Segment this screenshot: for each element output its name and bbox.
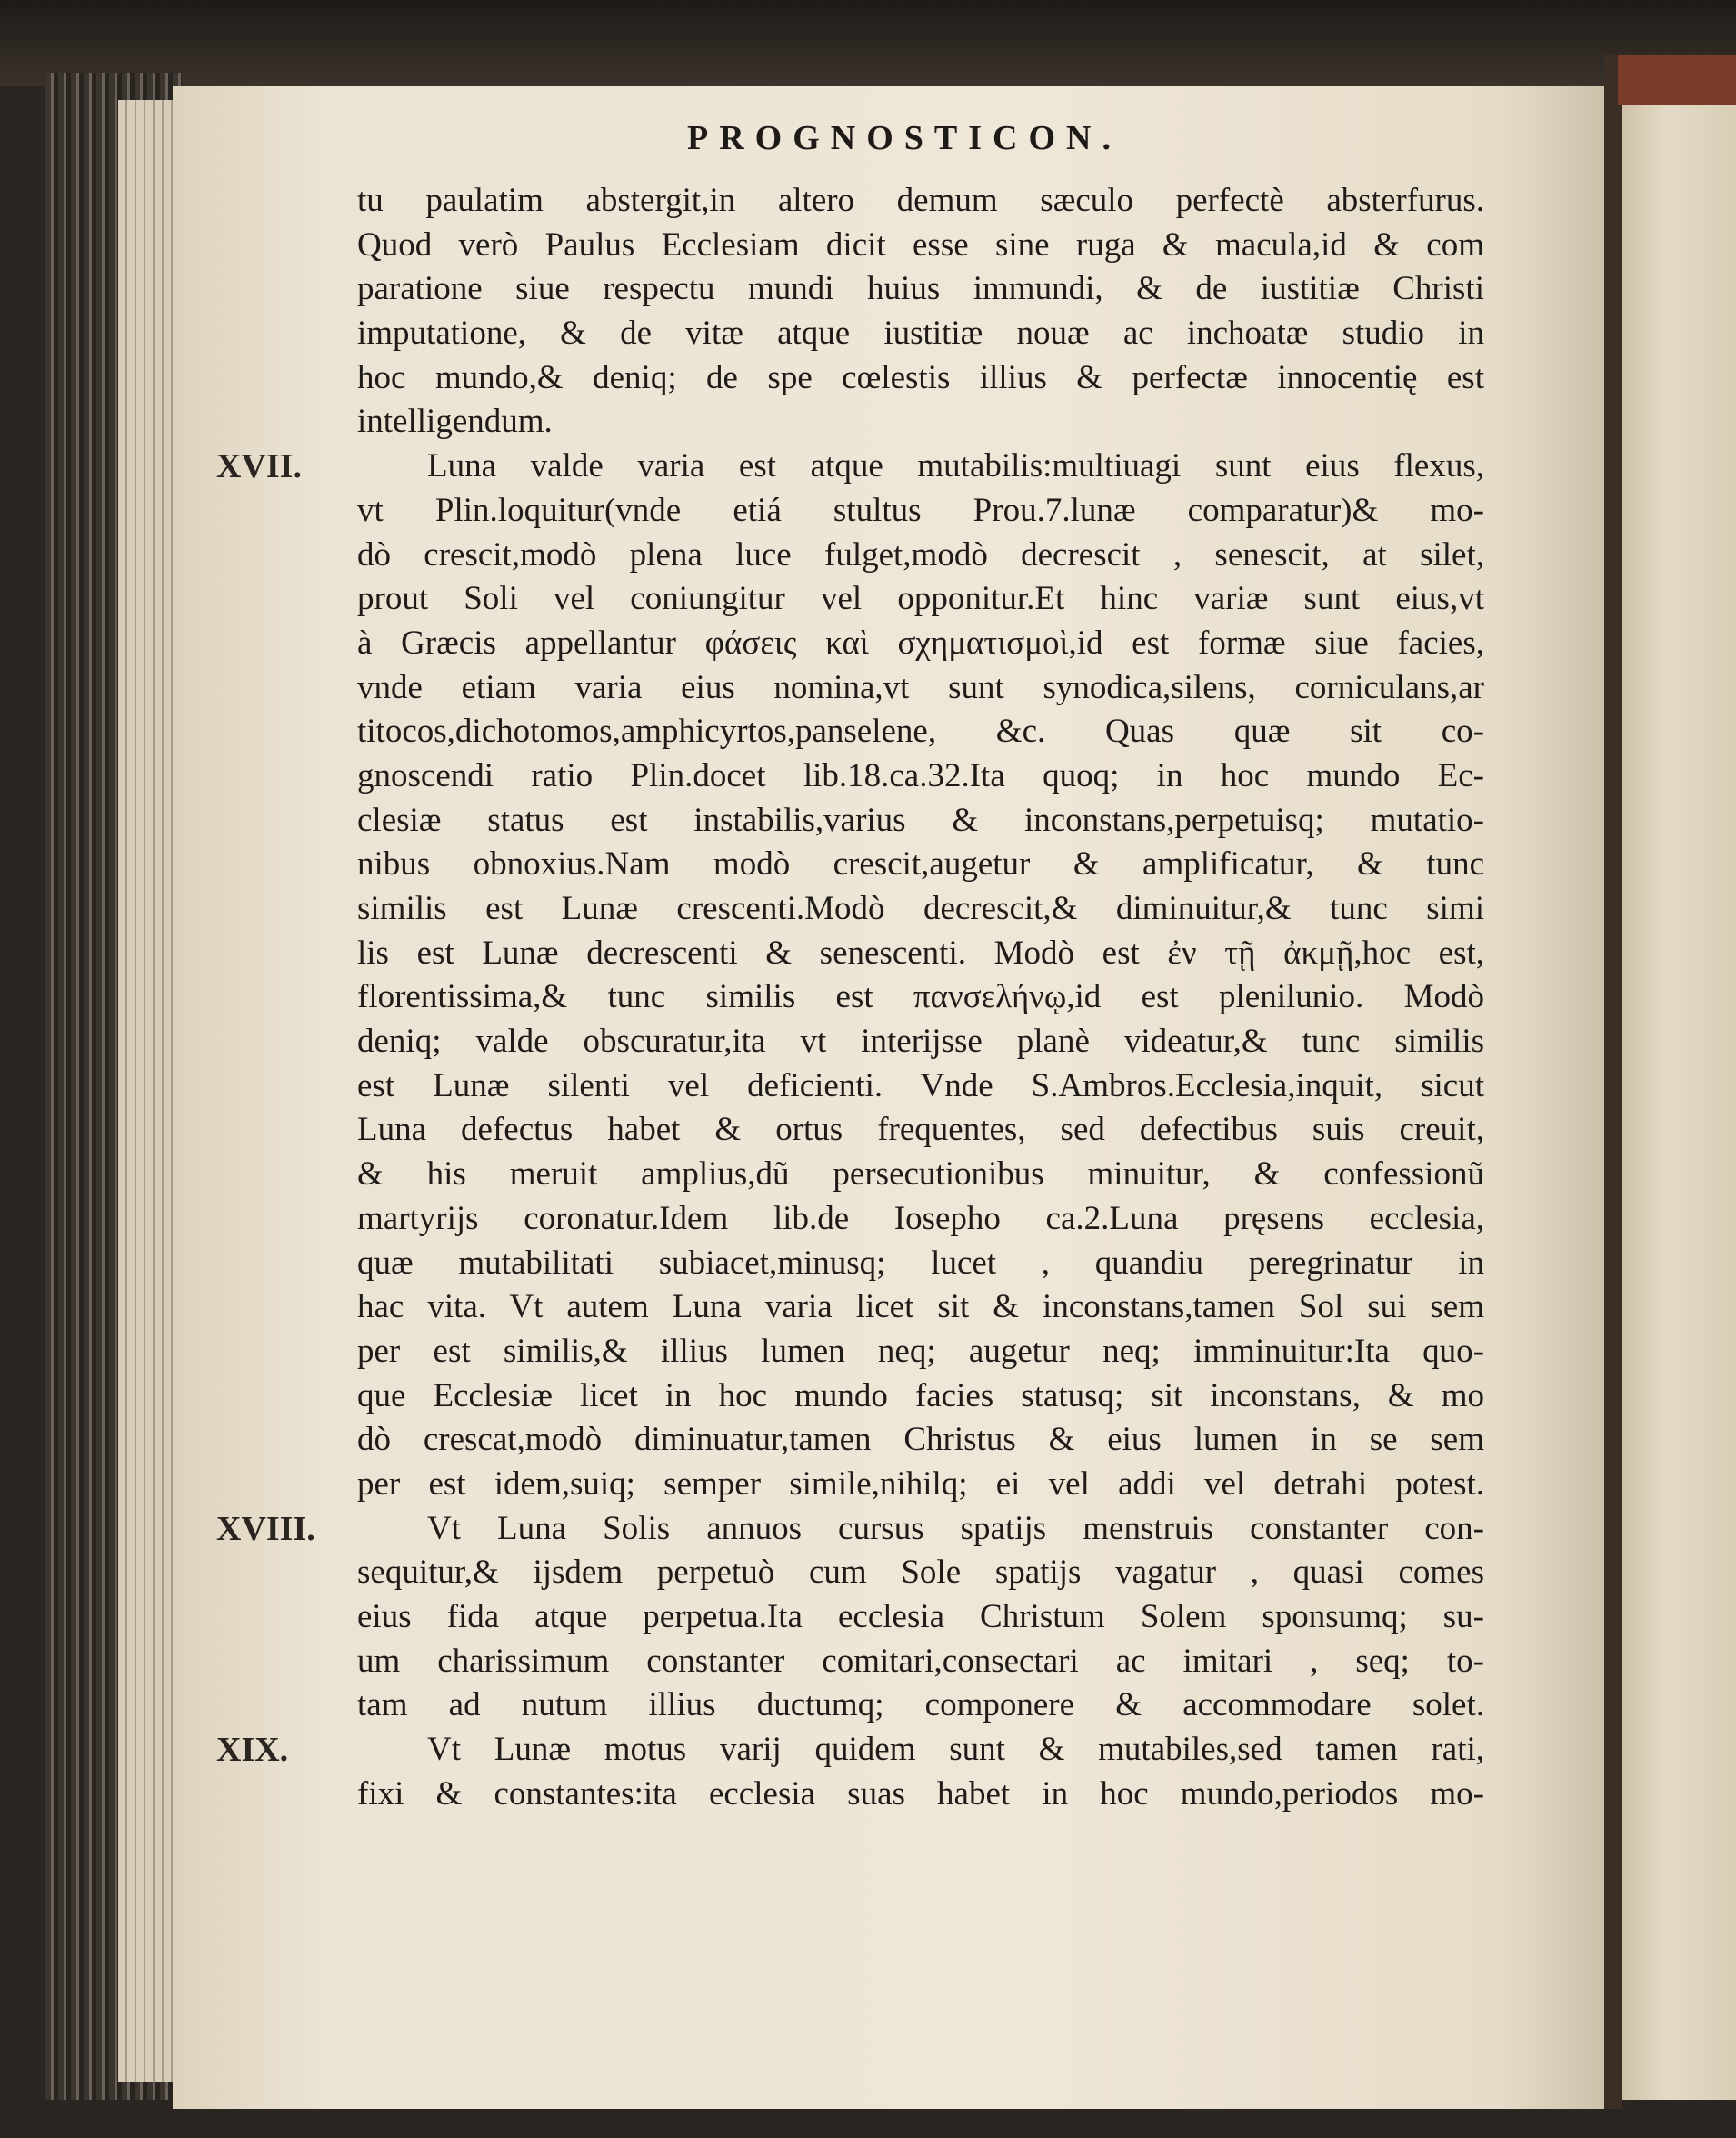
text-line [357, 1064, 1484, 1109]
line-text: que Ecclesiæ licet in hoc mundo facies statusq; sit inconstans, & mo [357, 1376, 1484, 1414]
text-line [357, 1330, 1484, 1374]
line-text: & his meruit amplius,dũ persecutionibus minuitur, & confessionũ [357, 1155, 1484, 1194]
line-text: um charissimum constanter comitari,consectari ac imitari , seq; to- [357, 1642, 1484, 1680]
text-line [357, 1153, 1484, 1197]
text-line [357, 224, 1484, 268]
text-line [357, 1418, 1484, 1463]
text-line [357, 1020, 1484, 1064]
text-line [357, 887, 1484, 932]
line-text: nibus obnoxius.Nam modò crescit,augetur & amplificatur, & tunc [357, 845, 1484, 884]
line-text: imputatione, & de vitæ atque iustitiæ nouæ ac inchoatæ studio in [357, 315, 1484, 353]
line-text: prout Soli vel coniungitur vel opponitur.Et hinc variæ sunt eius,vt [357, 580, 1484, 618]
line-text: dò crescat,modò diminuatur,tamen Christus & eius lumen in se sem [357, 1421, 1484, 1459]
marginal-section-number: XVIII. [216, 1509, 315, 1548]
text-line [357, 1683, 1484, 1728]
line-text: fixi & constantes:ita ecclesia suas habet in hoc mundo,periodos mo- [357, 1774, 1484, 1813]
line-text: per est similis,& illius lumen neq; augetur neq; imminuitur:Ita quo- [357, 1332, 1484, 1370]
text-line [357, 1595, 1484, 1640]
text-line [357, 534, 1484, 578]
line-text: vt Plin.loquitur(vnde etiá stultus Prou.7.lunæ comparatur)& mo- [357, 491, 1484, 529]
line-text: lis est Lunæ decrescenti & senescenti. Modò est ἐν τῇ ἀκμῇ,hoc est, [357, 934, 1484, 972]
line-text: tam ad nutum illius ductumq; componere & accommodare solet. [357, 1686, 1484, 1724]
text-line [357, 267, 1484, 312]
text-line [357, 799, 1484, 844]
text-line [357, 710, 1484, 754]
line-text: florentissima,& tunc similis est πανσελήνῳ,id est plenilunio. Modò [357, 978, 1484, 1016]
body-text [216, 179, 1484, 1816]
facing-page-edge [1622, 64, 1736, 2100]
text-line [357, 1242, 1484, 1286]
text-line [357, 312, 1484, 356]
text-line [357, 622, 1484, 666]
text-line [357, 489, 1484, 534]
line-text: clesiæ status est instabilis,varius & inconstans,perpetuisq; mutatio- [357, 801, 1484, 839]
text-line [357, 356, 1484, 401]
line-text: à Græcis appellantur φάσεις καὶ σχηματισμοὶ,id est formæ siue facies, [357, 624, 1484, 662]
line-text: similis est Lunæ crescenti.Modò decrescit,& diminuitur,& tunc simi [357, 890, 1484, 927]
line-text: eius fida atque perpetua.Ita ecclesia Christum Solem sponsumq; su- [357, 1598, 1484, 1635]
text-line [357, 1197, 1484, 1242]
line-text: Quod verò Paulus Ecclesiam dicit esse sine ruga & macula,id & com [357, 225, 1484, 264]
line-text: deniq; valde obscuratur,ita vt interijsse planè videatur,& tunc similis [357, 1023, 1484, 1061]
line-text: per est idem,suiq; semper simile,nihilq; ei vel addi vel detrahi potest. [357, 1464, 1484, 1503]
line-text: tu paulatim abstergit,in altero demum sæculo perfectè absterfurus. [357, 182, 1484, 219]
line-text: Luna valde varia est atque mutabilis:multiuagi sunt eius flexus, [427, 447, 1484, 485]
text-line [357, 400, 1484, 445]
line-text: martyrijs coronatur.Idem lib.de Iosepho ca.2.Luna pręsens ecclesia, [357, 1199, 1484, 1237]
text-line [357, 1374, 1484, 1419]
text-line [357, 843, 1484, 887]
line-text: sequitur,& ijsdem perpetuò cum Sole spatijs vagatur , quasi comes [357, 1554, 1484, 1592]
text-line [357, 577, 1484, 622]
binding-strip [1618, 55, 1736, 105]
text-line [357, 666, 1484, 711]
marginal-section-number: XIX. [216, 1731, 289, 1770]
text-line [357, 975, 1484, 1020]
text-line [357, 1773, 1484, 1817]
line-text: titocos,dichotomos,amphicyrtos,panselene, &c. Quas quæ sit co- [357, 713, 1484, 751]
text-line [216, 1507, 1484, 1552]
line-text: Vt Luna Solis annuos cursus spatijs menstruis constanter con- [427, 1509, 1484, 1547]
text-line [357, 1463, 1484, 1507]
text-line [357, 1640, 1484, 1684]
text-line [357, 1108, 1484, 1153]
line-text: quæ mutabilitati subiacet,minusq; lucet , quandiu peregrinatur in [357, 1244, 1484, 1282]
book-gutter [1604, 55, 1622, 2109]
line-text: vnde etiam varia eius nomina,vt sunt synodica,silens, corniculans,ar [357, 668, 1484, 706]
running-head: PROGNOSTICON. [687, 119, 1122, 157]
text-line [357, 932, 1484, 976]
line-text: hac vita. Vt autem Luna varia licet sit & inconstans,tamen Sol sui sem [357, 1288, 1484, 1326]
line-text: gnoscendi ratio Plin.docet lib.18.ca.32.Ita quoq; in hoc mundo Ec- [357, 756, 1484, 794]
text-line [216, 1728, 1484, 1773]
line-text: intelligendum. [357, 403, 553, 441]
line-text: Luna defectus habet & ortus frequentes, sed defectibus suis creuit, [357, 1111, 1484, 1149]
line-text: Vt Lunæ motus varij quidem sunt & mutabiles,sed tamen rati, [427, 1731, 1484, 1769]
line-text: est Lunæ silenti vel deficienti. Vnde S.Ambros.Ecclesia,inquit, sicut [357, 1066, 1484, 1104]
book-top-edge [0, 0, 1736, 86]
text-line [357, 1285, 1484, 1330]
line-text: dò crescit,modò plena luce fulget,modò decrescit , senescit, at silet, [357, 535, 1484, 574]
line-text: paratione siue respectu mundi huius immundi, & de iustitiæ Christi [357, 270, 1484, 308]
text-line [357, 179, 1484, 224]
text-line [357, 1551, 1484, 1595]
text-line [357, 754, 1484, 799]
line-text: hoc mundo,& deniq; de spe cœlestis illius & perfectæ innocentię est [357, 358, 1484, 396]
marginal-section-number: XVII. [216, 447, 302, 486]
text-line [216, 445, 1484, 489]
